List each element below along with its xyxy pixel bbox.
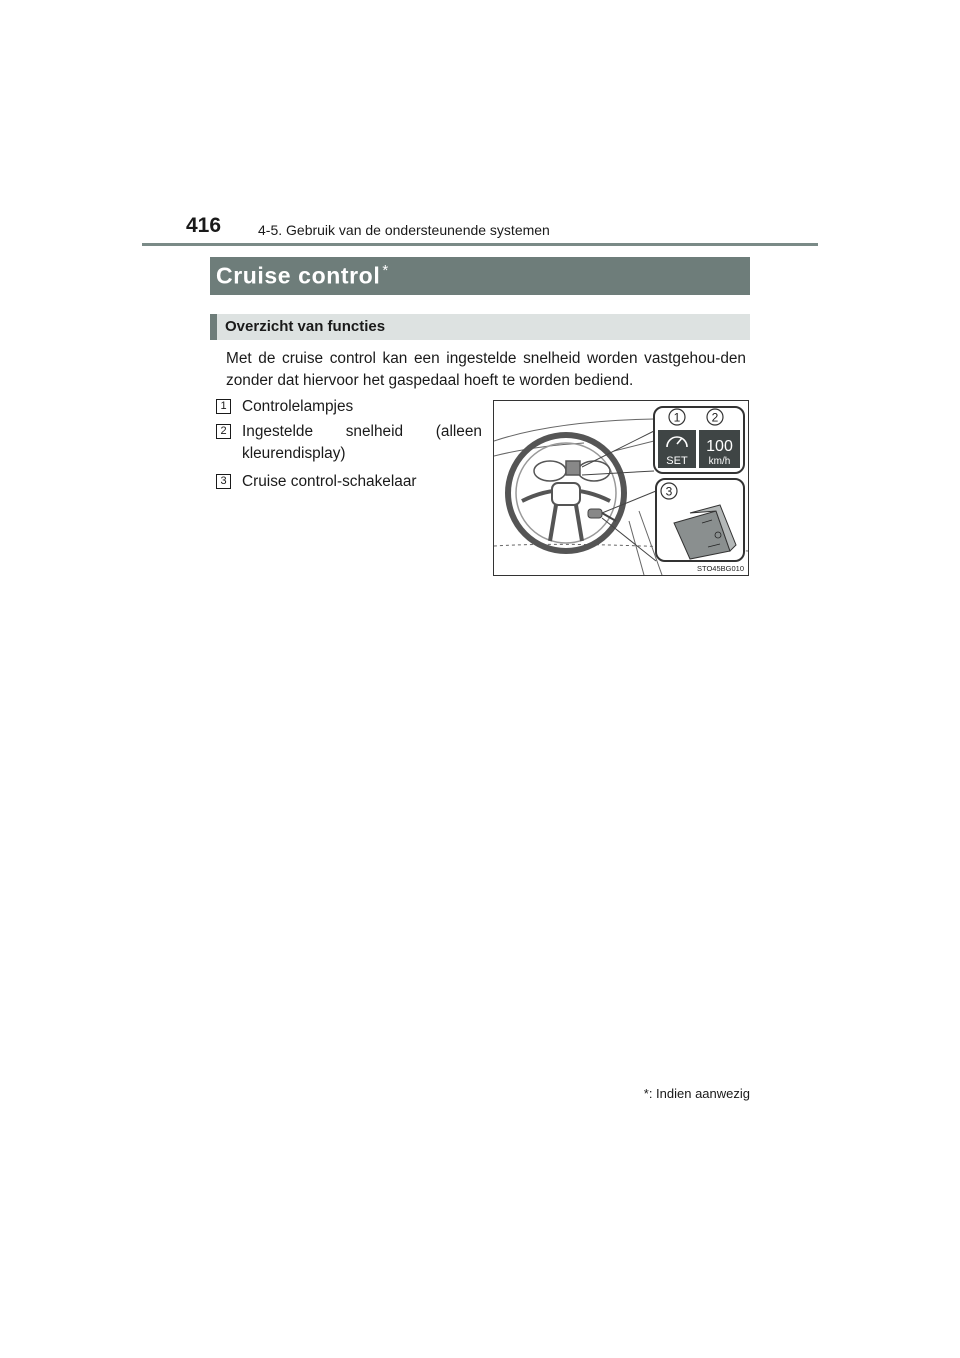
steering-wheel-icon: [508, 435, 624, 551]
optional-marker: *: [382, 262, 389, 279]
illustration-svg: [494, 401, 748, 575]
subsection-title: Overzicht van functies: [225, 318, 386, 335]
footnote-text: : Indien aanwezig: [648, 1086, 750, 1101]
header-rule: [142, 243, 818, 246]
item-number: 2: [216, 424, 231, 439]
item-text-line1: Ingestelde snelheid (alleen: [242, 423, 482, 440]
item-text-line2: kleurendisplay): [242, 445, 346, 462]
intro-paragraph: Met de cruise control kan een ingestelde snelheid worden vastgehou-den zonder dat hiervoor het gaspedaal hoeft te worden bediend.: [226, 350, 746, 389]
list-item: [216, 421, 482, 465]
main-title-banner: [210, 257, 750, 295]
page-number: 416: [186, 214, 222, 237]
figure-code: STO45BG010: [697, 564, 744, 573]
list-item: [216, 396, 482, 418]
list-item: [216, 471, 482, 493]
callout-2: 2: [711, 410, 719, 425]
page-title-text: Cruise control: [216, 262, 381, 289]
callout-3: 3: [665, 484, 673, 499]
callout-1: 1: [673, 410, 681, 425]
instrument-cluster-icon: [534, 461, 610, 481]
item-number: 1: [216, 399, 231, 414]
item-text: Controlelampjes: [242, 398, 354, 415]
set-label: SET: [666, 455, 688, 467]
footnote-marker: *: [643, 1086, 649, 1101]
speed-unit: km/h: [708, 456, 731, 467]
item-number: 3: [216, 474, 231, 489]
subsection-banner: [210, 314, 750, 340]
item-text: Cruise control-schakelaar: [242, 473, 417, 490]
section-title: 4-5. Gebruik van de ondersteunende systemen: [258, 222, 550, 238]
subsection-bar: [210, 314, 217, 340]
page-title: [216, 262, 389, 290]
cruise-stalk-icon: [588, 509, 616, 521]
cruise-control-illustration: [493, 400, 749, 576]
speed-value: 100: [706, 438, 733, 455]
footnote: [632, 1086, 750, 1101]
